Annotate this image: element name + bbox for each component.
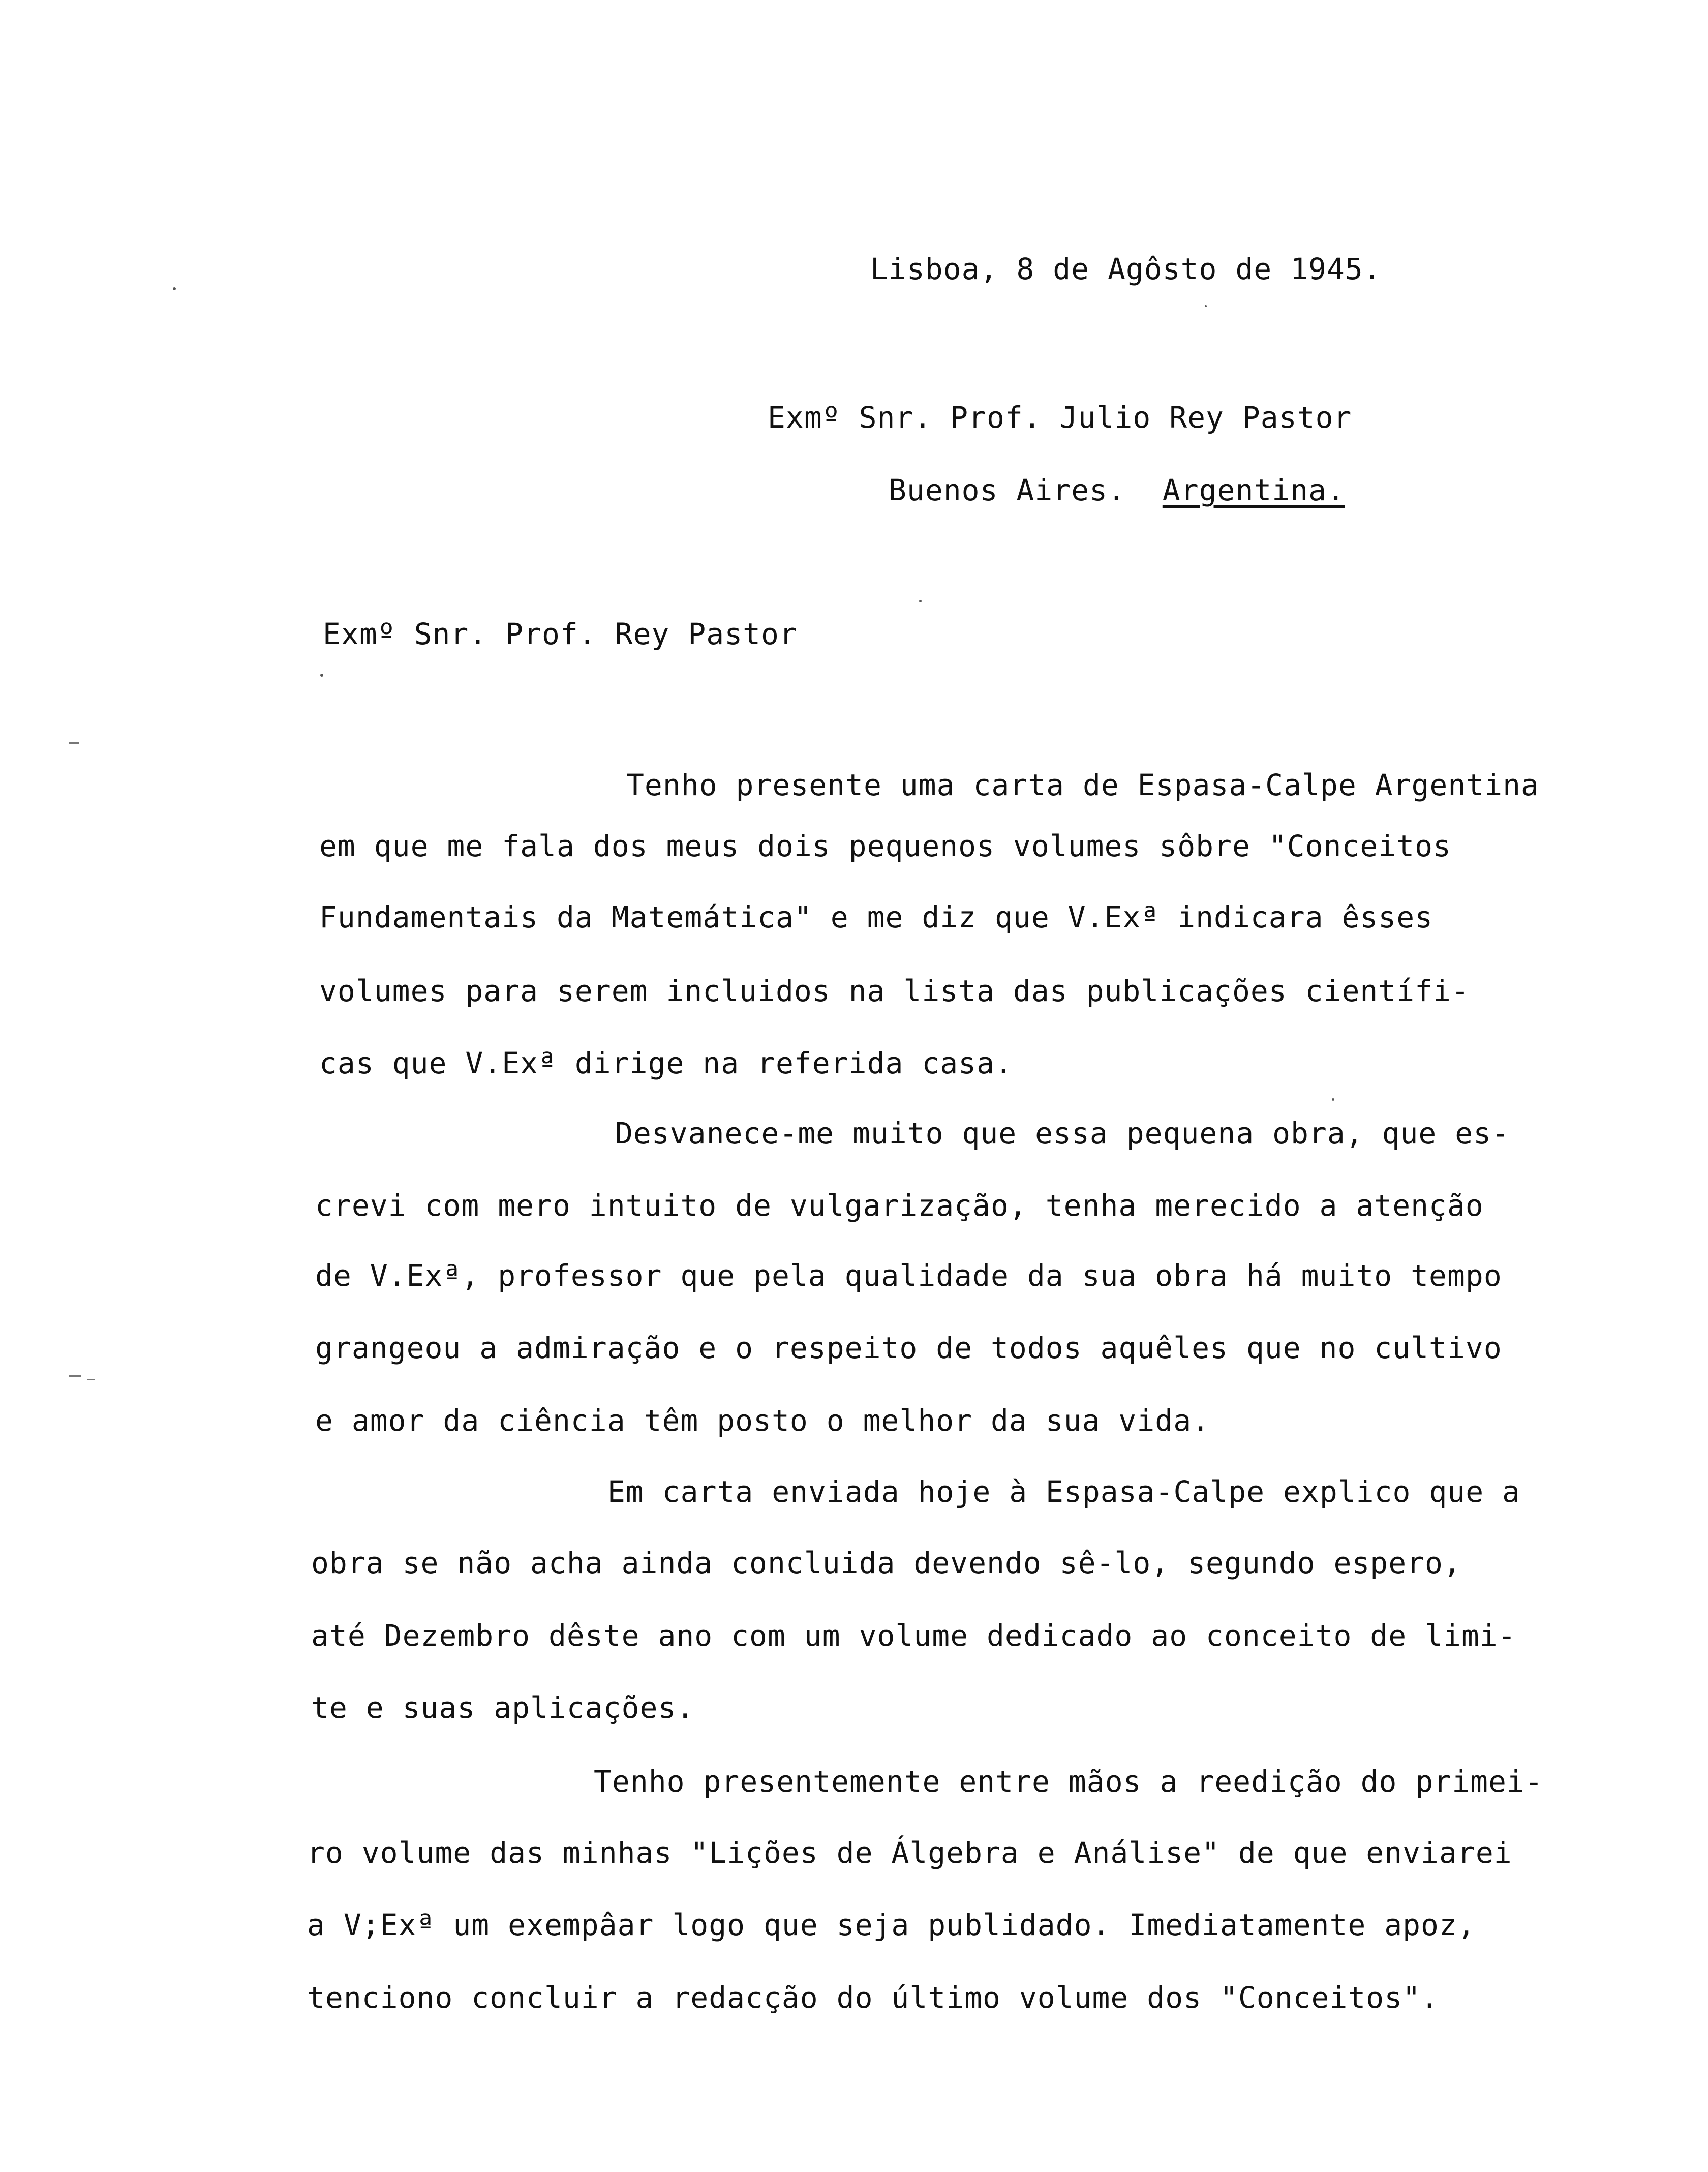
body-line: Tenho presente uma carta de Espasa-Calpe Argentina [626,768,1539,802]
scan-mark [69,742,79,744]
body-line: crevi com mero intuito de vulgarização, tenha merecido a atenção [315,1188,1484,1223]
recipient-city: Buenos Aires. [889,473,1126,507]
body-line: de V.Exª, professor que pela qualidade da sua obra há muito tempo [315,1258,1502,1293]
scan-speck [1332,1098,1334,1101]
body-line: grangeou a admiração e o respeito de todos aquêles que no cultivo [315,1331,1502,1365]
body-line: Desvanece-me muito que essa pequena obra, que es- [615,1116,1510,1151]
scan-speck [320,674,323,677]
body-line: Fundamentais da Matemática" e me diz que V.Exª indicara êsses [319,900,1434,934]
body-line: Tenho presentemente entre mãos a reedição do primei- [594,1764,1543,1799]
body-line: cas que V.Exª dirige na referida casa. [319,1046,1013,1080]
body-line: tenciono concluir a redacção do último volume dos "Conceitos". [307,1980,1439,2015]
scan-speck [1205,305,1207,307]
body-line: até Dezembro dêste ano com um volume dedicado ao conceito de limi- [311,1618,1516,1653]
body-line: te e suas aplicações. [311,1691,695,1725]
recipient-country: Argentina. [1162,473,1345,507]
scan-mark [87,1379,95,1380]
body-line: e amor da ciência têm posto o melhor da sua vida. [315,1403,1210,1438]
scan-mark [69,1375,81,1377]
salutation: Exmº Snr. Prof. Rey Pastor [323,617,798,651]
body-line: a V;Exª um exempâar logo que seja publidado. Imediatamente apoz, [307,1908,1476,1942]
recipient-address [889,475,1345,505]
body-line: em que me fala dos meus dois pequenos volumes sôbre "Conceitos [319,829,1451,863]
scan-speck [173,287,176,290]
recipient-name-line: Exmº Snr. Prof. Julio Rey Pastor [768,400,1352,435]
body-line: volumes para serem incluidos na lista das publicações científi- [319,974,1470,1008]
body-line: obra se não acha ainda concluida devendo sê-lo, segundo espero, [311,1546,1461,1580]
scan-speck [919,600,922,602]
body-line: Em carta enviada hoje à Espasa-Calpe explico que a [607,1474,1520,1509]
dateline: Lisboa, 8 de Agôsto de 1945. [870,252,1382,286]
body-line: ro volume das minhas "Lições de Álgebra e Análise" de que enviarei [307,1835,1512,1870]
